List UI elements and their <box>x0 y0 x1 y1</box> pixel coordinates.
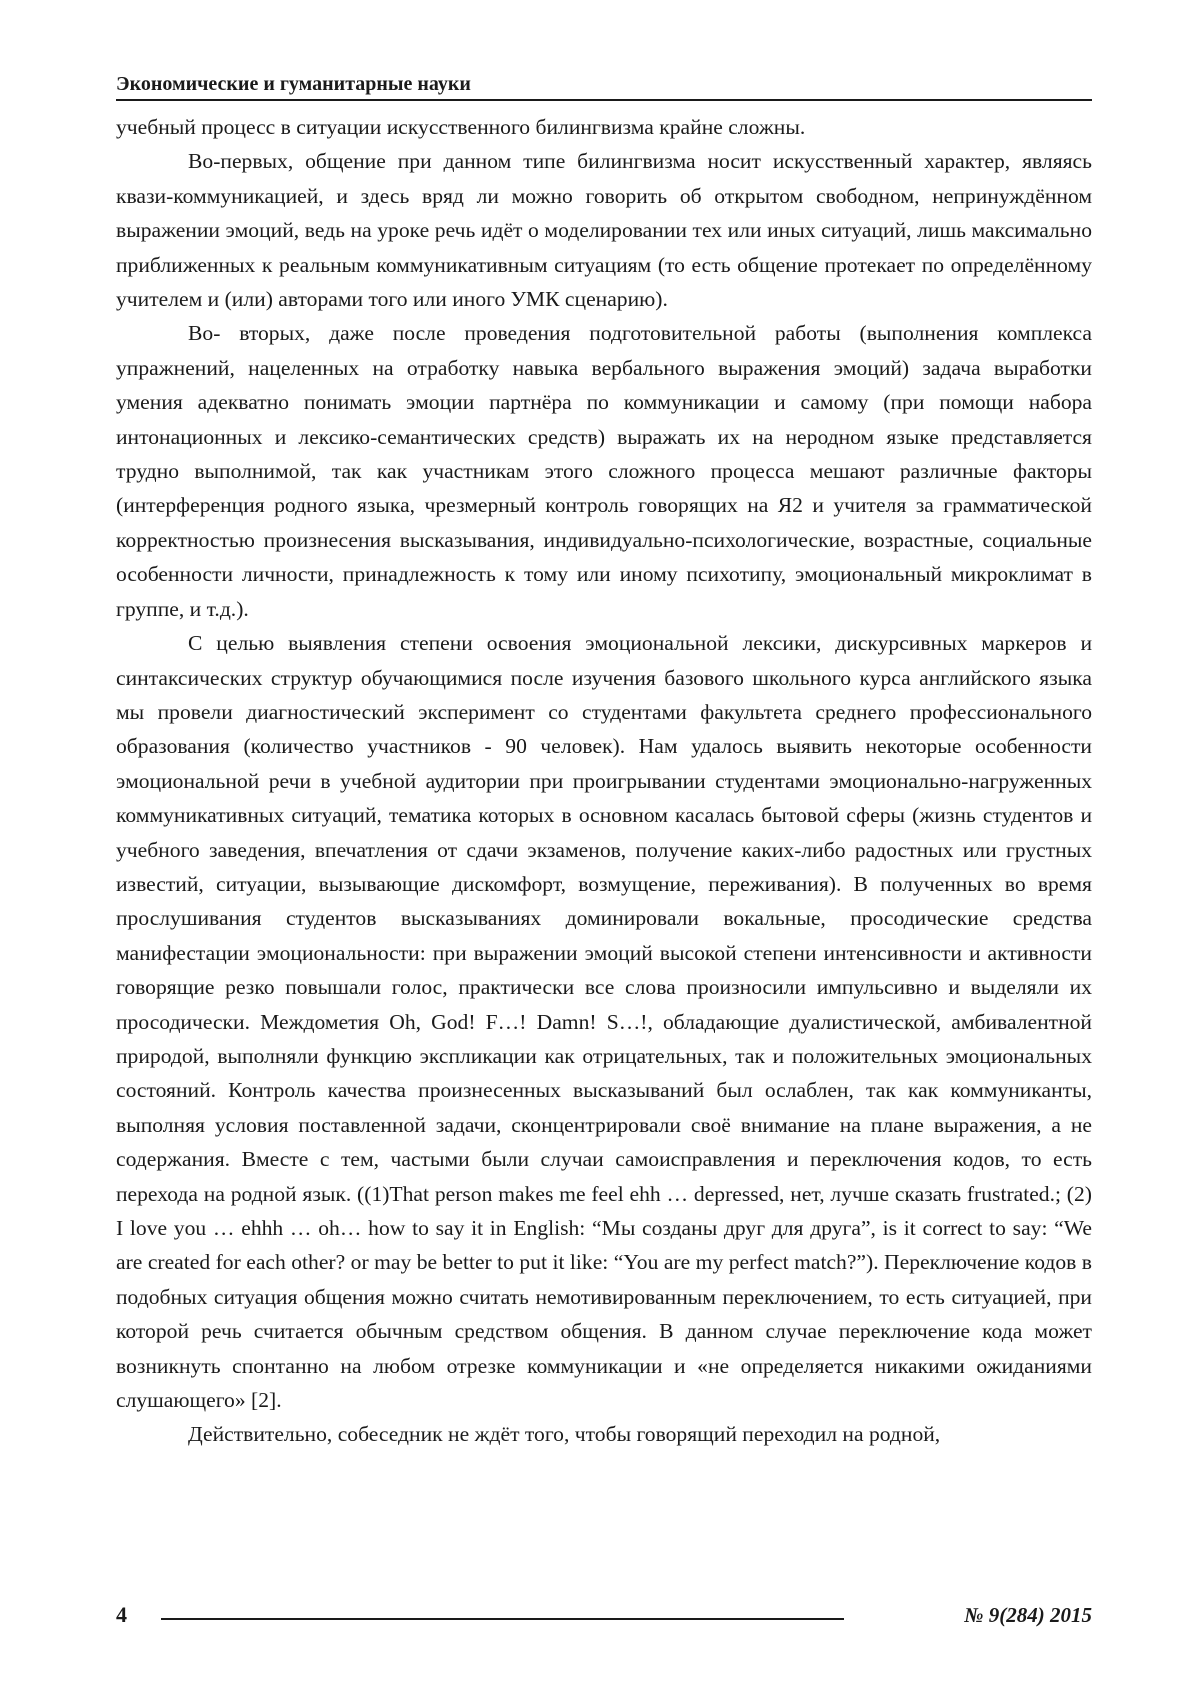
paragraph-second-point: Во- вторых, даже после проведения подготовительной работы (выполнения комплекса упражнений, нацеленных на отработку навыка вербального выражения эмоций) задача выработки умения адекватно понимать эмоции партнёра по коммуникации и самому (при помощи набора интонационных и лексико-семантических средств) выражать их на неродном языке представляется трудно выполнимой, так как участникам этого сложного процесса мешают различные факторы (интерференция родного языка, чрезмерный контроль говорящих на Я2 и учителя за грамматической корректностью произнесения высказывания, индивидуально-психологические, возрастные, социальные особенности личности, принадлежность к тому или иному психотипу, эмоциональный микроклимат в группе, и т.д.). <box>116 316 1092 626</box>
paragraph-experiment: С целью выявления степени освоения эмоциональной лексики, дискурсивных маркеров и синтаксических структур обучающимися после изучения базового школьного курса английского языка мы провели диагностический эксперимент со студентами факультета среднего профессионального образования (количество участников - 90 человек). Нам удалось выявить некоторые особенности эмоциональной речи в учебной аудитории при проигрывании студентами эмоционально-нагруженных коммуникативных ситуаций, тематика которых в основном касалась бытовой сферы (жизнь студентов и учебного заведения, впечатления от сдачи экзаменов, получение каких-либо радостных или грустных известий, ситуации, вызывающие дискомфорт, возмущение, переживания). В полученных во время прослушивания студентов высказываниях доминировали вокальные, просодические средства манифестации эмоциональности: при выражении эмоций высокой степени интенсивности и активности говорящие резко повышали голос, практически все слова произносили импульсивно и выделяли их просодически. Междометия Oh, God! F…! Damn! S…!, обладающие дуалистической, амбивалентной природой, выполняли функцию экспликации как отрицательных, так и положительных эмоциональных состояний. Контроль качества произнесенных высказываний был ослаблен, так как коммуниканты, выполняя условия поставленной задачи, сконцентрировали своё внимание на плане выражения, а не содержания. Вместе с тем, частыми были случаи самоисправления и переключения кодов, то есть перехода на родной язык. ((1)That person makes me feel ehh … depressed, нет, лучше сказать frustrated.; (2) I love you … ehhh … oh… how to say it in English: “Мы созданы друг для друга”, is it correct to say: “We are created for each other? or may be better to put it like: “You are my perfect match?”). Переключение кодов в подобных ситуация общения можно считать немотивированным переключением, то есть ситуацией, при которой речь считается обычным средством общения. В данном случае переключение кода может возникнуть спонтанно на любом отрезке коммуникации и «не определяется никакими ожиданиями слушающего» [2]. <box>116 626 1092 1417</box>
paragraph-continuation: учебный процесс в ситуации искусственного билингвизма крайне сложны. <box>116 110 1092 144</box>
paragraph-first-point: Во-первых, общение при данном типе билингвизма носит искусственный характер, являясь квази-коммуникацией, и здесь вряд ли можно говорить об открытом свободном, непринуждённом выражении эмоций, ведь на уроке речь идёт о моделировании тех или иных ситуаций, лишь максимально приближенных к реальным коммуникативным ситуациям (то есть общение протекает по определённому учителем и (или) авторами того или иного УМК сценарию). <box>116 144 1092 316</box>
article-body <box>116 110 1092 1452</box>
paragraph-indeed: Действительно, собеседник не ждёт того, чтобы говорящий переходил на родной, <box>116 1417 1092 1451</box>
page-footer <box>116 1600 1092 1632</box>
issue-number: № 9(284) 2015 <box>964 1600 1092 1630</box>
journal-page <box>0 0 1200 1698</box>
running-head: Экономические и гуманитарные науки <box>116 72 1092 101</box>
page-number: 4 <box>116 1600 127 1630</box>
footer-rule <box>161 1618 844 1620</box>
